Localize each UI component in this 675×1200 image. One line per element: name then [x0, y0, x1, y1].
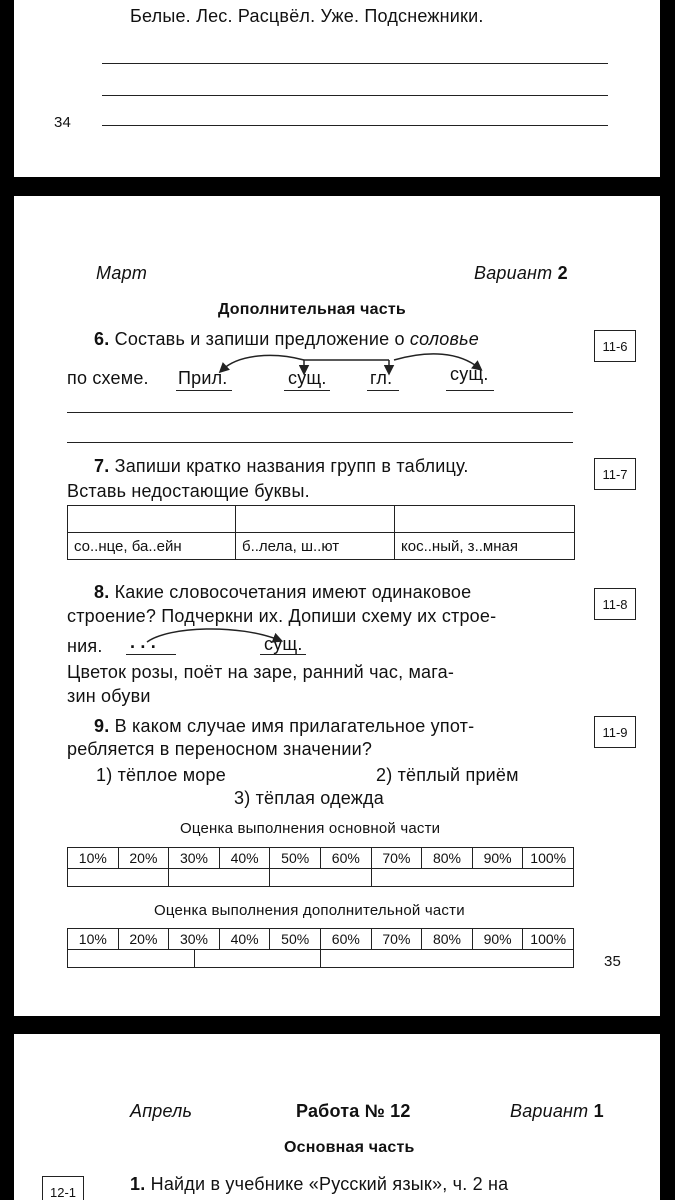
percent-cell: 100% — [522, 847, 574, 869]
scheme-word: сущ. — [288, 368, 327, 388]
word-cell: б..лела, ш..ют — [235, 532, 395, 560]
percent-cell: 50% — [269, 847, 321, 869]
task8-text: Какие словосочетания имеют одинаковое — [114, 582, 472, 602]
score-answer-cell — [269, 868, 371, 887]
score-main-title: Оценка выполнения основной части — [180, 820, 441, 837]
variant-number: 2 — [557, 263, 568, 283]
score-answer-cell — [320, 949, 574, 968]
task-code-badge: 11-8 — [594, 588, 636, 620]
page-35 — [14, 196, 660, 1016]
scheme-word: Прил. — [178, 368, 228, 388]
task9-line2: ребляется в переносном значении? — [67, 739, 373, 759]
percent-cell: 60% — [320, 928, 372, 950]
percent-cell: 40% — [219, 847, 271, 869]
scheme-noun: сущ. — [264, 634, 303, 654]
task9-text: В каком случае имя прилагательное упот- — [114, 716, 475, 736]
percent-cell: 50% — [269, 928, 321, 950]
percent-cell: 20% — [118, 847, 170, 869]
percent-cell: 70% — [371, 928, 423, 950]
task1-line1 — [130, 1174, 508, 1195]
percent-cell: 40% — [219, 928, 271, 950]
task8-line5: зин обуви — [67, 686, 151, 706]
section-title: Основная часть — [284, 1139, 415, 1156]
task6-number: 6. — [94, 329, 110, 349]
page-36 — [14, 1034, 660, 1200]
word-cell: со..нце, ба..ейн — [67, 532, 236, 560]
percent-cell: 10% — [67, 847, 119, 869]
month-label: Апрель — [130, 1101, 193, 1121]
task1-text: Найди в учебнике «Русский язык», ч. 2 на — [150, 1174, 509, 1194]
answer-line — [67, 442, 573, 443]
group-name-cell — [394, 505, 575, 533]
percent-cell: 30% — [168, 928, 220, 950]
variant-label: Вариант — [474, 263, 553, 283]
percent-cell: 80% — [421, 847, 473, 869]
task8-number: 8. — [94, 582, 110, 602]
percent-cell: 60% — [320, 847, 372, 869]
words-line: Белые. Лес. Расцвёл. Уже. Подснежники. — [130, 6, 484, 26]
task7-line2: Вставь недостающие буквы. — [67, 481, 310, 501]
score-answer-cell — [67, 868, 169, 887]
task8-line2: строение? Подчеркни их. Допиши схему их строе- — [67, 606, 497, 626]
task9-number: 9. — [94, 716, 110, 736]
task8-line3-lead: ния. — [67, 636, 103, 656]
answer-line — [102, 125, 608, 126]
variant-label: Вариант — [510, 1101, 589, 1121]
percent-cell: 30% — [168, 847, 220, 869]
scheme-underline — [176, 390, 232, 391]
task-code-badge: 11-6 — [594, 330, 636, 362]
variant-header — [474, 263, 568, 284]
task6-text: Составь и запиши предложение о — [114, 329, 410, 349]
answer-option-2: 2) тёплый приём — [376, 765, 519, 785]
scheme-underline — [260, 654, 306, 655]
score-answer-cell — [371, 868, 574, 887]
work-title: Работа № 12 — [296, 1101, 411, 1121]
section-title: Дополнительная часть — [218, 301, 406, 318]
page-number: 35 — [604, 953, 622, 970]
task6-line2-lead: по схеме. — [67, 368, 149, 388]
task6-italic-word: соловье — [409, 329, 479, 349]
percent-cell: 80% — [421, 928, 473, 950]
group-name-cell — [235, 505, 395, 533]
percent-cell: 90% — [472, 928, 524, 950]
task-code-badge: 11-7 — [594, 458, 636, 490]
variant-number: 1 — [593, 1101, 604, 1121]
page-number: 34 — [54, 114, 72, 131]
task8-line4: Цветок розы, поёт на заре, ранний час, мага- — [67, 662, 455, 682]
word-cell: кос..ный, з..мная — [394, 532, 575, 560]
task7-line1 — [94, 456, 469, 477]
answer-option-1: 1) тёплое море — [96, 765, 226, 785]
scheme-dots: . . . — [130, 632, 157, 652]
scheme-arc — [139, 624, 289, 646]
percent-cell: 100% — [522, 928, 574, 950]
score-answer-cell — [67, 949, 195, 968]
answer-line — [102, 63, 608, 64]
month-label: Март — [96, 263, 148, 283]
percent-cell: 70% — [371, 847, 423, 869]
task7-number: 7. — [94, 456, 110, 476]
score-answer-cell — [168, 868, 270, 887]
answer-option-3: 3) тёплая одежда — [234, 788, 384, 808]
group-name-cell — [67, 505, 236, 533]
score-answer-cell — [194, 949, 322, 968]
answer-line — [67, 412, 573, 413]
task8-line1 — [94, 582, 471, 603]
scheme-underline — [126, 654, 176, 655]
task1-number: 1. — [130, 1174, 146, 1194]
scheme-word: гл. — [370, 368, 393, 388]
percent-cell: 10% — [67, 928, 119, 950]
page-34 — [14, 0, 660, 177]
task-code-badge: 11-9 — [594, 716, 636, 748]
percent-cell: 90% — [472, 847, 524, 869]
percent-cell: 20% — [118, 928, 170, 950]
score-extra-title: Оценка выполнения дополнительной части — [154, 902, 465, 919]
task-code-badge: 12-1 — [42, 1176, 84, 1200]
scheme-underline — [446, 390, 494, 391]
variant-header — [510, 1101, 604, 1122]
scheme-arrows — [194, 346, 504, 382]
scheme-underline — [367, 390, 399, 391]
scheme-underline — [284, 390, 330, 391]
answer-line — [102, 95, 608, 96]
task9-line1 — [94, 716, 474, 737]
scheme-word: сущ. — [450, 364, 489, 384]
task7-text: Запиши кратко названия групп в таблицу. — [114, 456, 469, 476]
